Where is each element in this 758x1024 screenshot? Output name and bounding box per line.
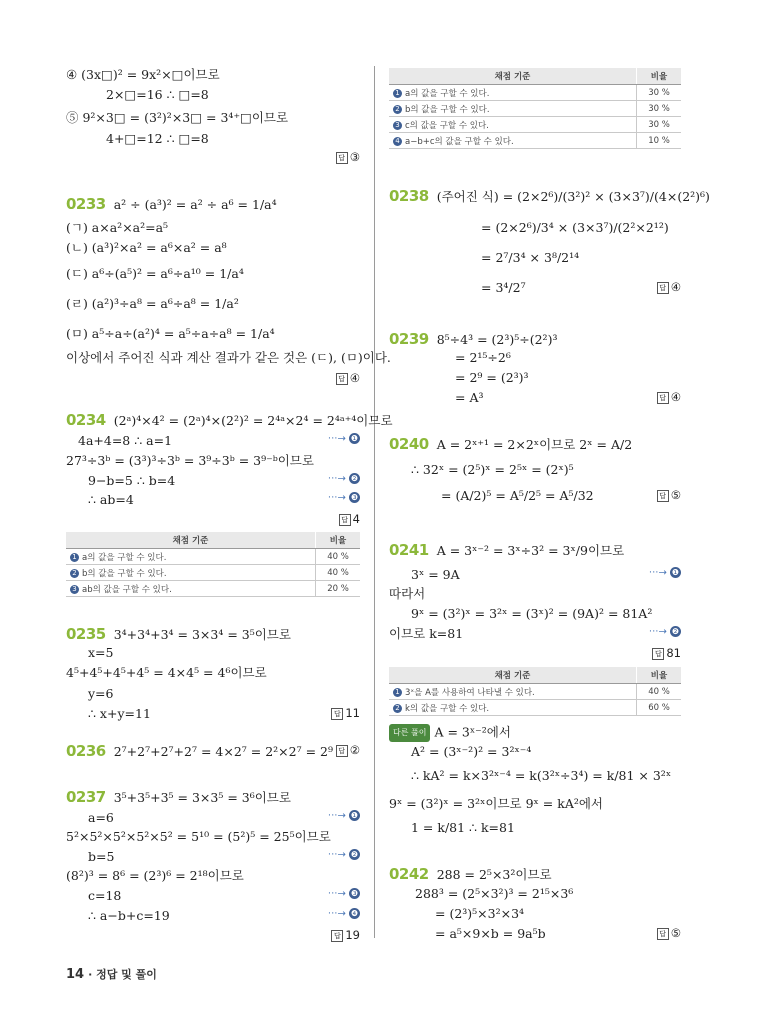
line: ∴ x+y=11 [88,706,151,721]
page-footer [66,966,157,982]
line: ④ (3x□)² = 9x²×□이므로 [66,67,220,82]
answer-mark: 답 19 [331,928,360,942]
problem-number: 0233 [66,195,106,213]
grading-table [389,667,681,716]
line: 4+□=12 ∴ □=8 [106,131,209,146]
line: A² = (3ˣ⁻²)² = 3²ˣ⁻⁴ [411,744,532,759]
answer-box-icon: 답 [331,930,343,942]
line: 9−b=5 ∴ b=4 [88,473,176,488]
line: 9ˣ = (3²)ˣ = 3²ˣ이므로 9ˣ = kA²에서 [389,796,604,811]
answer-box-icon: 답 [331,708,343,720]
line: 4⁵+4⁵+4⁵+4⁵ = 4×4⁵ = 4⁶이므로 [66,665,267,680]
line: (ㄴ) (a³)²×a² = a⁶×a² = a⁸ [66,240,227,255]
header-criteria: 채점 기준 [389,68,637,85]
line: 이므로 k=81 [389,626,464,641]
answer-box-icon: 답 [339,514,351,526]
answer-box-icon: 답 [657,928,669,940]
answer-mark: 답 ⑤ [657,488,681,502]
problem-number: 0242 [389,865,429,883]
step-marker: ···→ ❷ [327,473,359,485]
ratio-cell: 40 % [637,684,682,700]
answer-box-icon: 답 [336,745,348,757]
line: 27³÷3ᵇ = (3³)³÷3ᵇ = 3⁹÷3ᵇ = 3⁹⁻ᵇ이므로 [66,453,314,468]
line: ∴ kA² = k×3²ˣ⁻⁴ = k(3²ˣ÷3⁴) = k/81 × 3²ˣ [411,768,672,783]
line: (주어진 식) = (2×2⁶)/(3²)² × (3×3⁷)/(4×(2²)⁶) [436,189,710,204]
line: 2⁷+2⁷+2⁷+2⁷ = 4×2⁷ = 2²×2⁷ = 2⁹ [113,744,333,759]
answer-box-icon: 답 [657,490,669,502]
problem-number: 0240 [389,435,429,453]
line: (ㄱ) a×a²×a²=a⁵ [66,220,169,235]
answer-box-icon: 답 [657,392,669,404]
line: 9ˣ = (3²)ˣ = 3²ˣ = (3ˣ)² = (9A)² = 81A² [411,606,653,621]
step-marker: ···→ ❶ [327,433,359,445]
line: = A³ [455,390,484,405]
ratio-cell: 30 % [637,101,682,117]
line: = (2×2⁶)/3⁴ × (3×3⁷)/(2²×2¹²) [481,220,669,235]
answer-mark: 답 11 [331,706,360,720]
answer-mark: 답 81 [652,646,681,660]
criteria-cell: 4 a−b+c의 값을 구할 수 있다. [389,133,637,149]
line: a=6 [88,810,114,825]
step-marker: ···→ ❹ [327,908,359,920]
header-ratio: 비율 [637,667,682,684]
problem-number: 0239 [389,330,429,348]
line: 5²×5²×5²×5²×5² = 5¹⁰ = (5²)⁵ = 25⁵이므로 [66,829,331,844]
line: 288 = 2⁵×3²이므로 [436,867,552,882]
ratio-cell: 10 % [637,133,682,149]
line: 따라서 [389,586,426,601]
alt-solution-badge: 다른 풀이 [389,724,430,742]
line: y=6 [88,686,114,701]
problem-number: 0235 [66,625,106,643]
answer-box-icon: 답 [336,373,348,385]
problem-0241 [389,542,624,559]
line: a² ÷ (a³)² = a² ÷ a⁶ = 1/a⁴ [113,197,277,212]
line: c=18 [88,888,122,903]
header-criteria: 채점 기준 [389,667,637,684]
problem-0239 [389,331,557,348]
criteria-cell: 3 c의 값을 구할 수 있다. [389,117,637,133]
line: ∴ 32ˣ = (2⁵)ˣ = 2⁵ˣ = (2ˣ)⁵ [411,462,574,477]
line: 4a+4=8 ∴ a=1 [78,433,173,448]
header-ratio: 비율 [316,532,361,549]
answer-mark: 답 ④ [657,390,681,404]
line: = a⁵×9×b = 9a⁵b [435,926,546,941]
ratio-cell: 40 % [316,565,361,581]
line: (ㄹ) (a²)³÷a⁸ = a⁶÷a⁸ = 1/a² [66,296,239,311]
line: ⑤ 9²×3□ = (3²)²×3□ = 3⁴⁺□이므로 [66,110,289,125]
ratio-cell: 60 % [637,700,682,716]
problem-0235 [66,626,291,643]
problem-0234 [66,412,393,429]
ratio-cell: 40 % [316,549,361,565]
line: 이상에서 주어진 식과 계산 결과가 같은 것은 (ㄷ), (ㅁ)이다. [66,350,391,365]
answer-mark: 답 ④ [336,371,360,385]
answer-mark: 답 ② [336,743,360,757]
step-marker: ···→ ❸ [327,888,359,900]
answer-mark: 답 ⑤ [657,926,681,940]
line: (8²)³ = 8⁶ = (2³)⁶ = 2¹⁸이므로 [66,868,244,883]
answer-mark: 답 ④ [657,280,681,294]
problem-0236 [66,743,333,760]
problem-0233 [66,196,277,213]
alt-solution [389,724,511,742]
step-marker: ···→ ❷ [327,849,359,861]
line: 3⁴+3⁴+3⁴ = 3×3⁴ = 3⁵이므로 [113,627,291,642]
problem-0237 [66,789,291,806]
line: (ㄷ) a⁶÷(a⁵)² = a⁶÷a¹⁰ = 1/a⁴ [66,266,244,281]
header-criteria: 채점 기준 [66,532,316,549]
answer-box-icon: 답 [336,152,348,164]
line: ∴ ab=4 [88,492,134,507]
problem-0240 [389,436,632,453]
problem-number: 0237 [66,788,106,806]
line: ∴ a−b+c=19 [88,908,170,923]
footer-label: · 정답 및 풀이 [88,968,157,981]
ratio-cell: 30 % [637,117,682,133]
ratio-cell: 30 % [637,85,682,101]
page-number: 14 [66,967,85,982]
line: = 2⁷/3⁴ × 3⁸/2¹⁴ [481,250,580,265]
criteria-cell: 1 a의 값을 구할 수 있다. [66,549,316,565]
criteria-cell: 1 a의 값을 구할 수 있다. [389,85,637,101]
line: (ㅁ) a⁵÷a÷(a²)⁴ = a⁵÷a÷a⁸ = 1/a⁴ [66,326,275,341]
problem-number: 0238 [389,187,429,205]
line: (2ᵃ)⁴×4² = (2ᵃ)⁴×(2²)² = 2⁴ᵃ×2⁴ = 2⁴ᵃ⁺⁴이므로 [113,413,393,428]
line: = 3⁴/2⁷ [481,280,526,295]
criteria-cell: 2 b의 값을 구할 수 있다. [389,101,637,117]
line: A = 2ˣ⁺¹ = 2×2ˣ이므로 2ˣ = A/2 [436,437,633,452]
line: 3⁵+3⁵+3⁵ = 3×3⁵ = 3⁶이므로 [113,790,291,805]
step-marker: ···→ ❶ [648,567,680,579]
column-divider [374,66,375,938]
header-ratio: 비율 [637,68,682,85]
grading-table [66,532,360,597]
line: 3ˣ = 9A [411,567,460,582]
criteria-cell: 2 k의 값을 구할 수 있다. [389,700,637,716]
step-marker: ···→ ❶ [327,810,359,822]
criteria-cell: 2 b의 값을 구할 수 있다. [66,565,316,581]
line: = (A/2)⁵ = A⁵/2⁵ = A⁵/32 [441,488,594,503]
criteria-cell: 1 3ˣ을 A를 사용하여 나타낼 수 있다. [389,684,637,700]
line: 2×□=16 ∴ □=8 [106,87,209,102]
line: 8⁵÷4³ = (2³)⁵÷(2²)³ [436,332,558,347]
step-marker: ···→ ❸ [327,492,359,504]
line: b=5 [88,849,115,864]
problem-number: 0241 [389,541,429,559]
line: 288³ = (2⁵×3²)³ = 2¹⁵×3⁶ [415,886,574,901]
line: 1 = k/81 ∴ k=81 [411,820,515,835]
line: = (2³)⁵×3²×3⁴ [435,906,525,921]
line: = 2⁹ = (2³)³ [455,370,529,385]
answer-mark: 답 ③ [336,150,360,164]
answer-mark: 답 4 [339,512,360,526]
answer-box-icon: 답 [657,282,669,294]
step-marker: ···→ ❷ [648,626,680,638]
problem-0238 [389,188,710,205]
line: = 2¹⁵÷2⁶ [455,350,511,365]
grading-table [389,68,681,149]
problem-number: 0234 [66,411,106,429]
line: x=5 [88,645,114,660]
line: A = 3ˣ⁻² = 3ˣ÷3² = 3ˣ/9이므로 [436,543,625,558]
answer-box-icon: 답 [652,648,664,660]
problem-number: 0236 [66,742,106,760]
criteria-cell: 3 ab의 값을 구할 수 있다. [66,581,316,597]
problem-0242 [389,866,552,883]
ratio-cell: 20 % [316,581,361,597]
line: A = 3ˣ⁻²에서 [434,724,511,740]
